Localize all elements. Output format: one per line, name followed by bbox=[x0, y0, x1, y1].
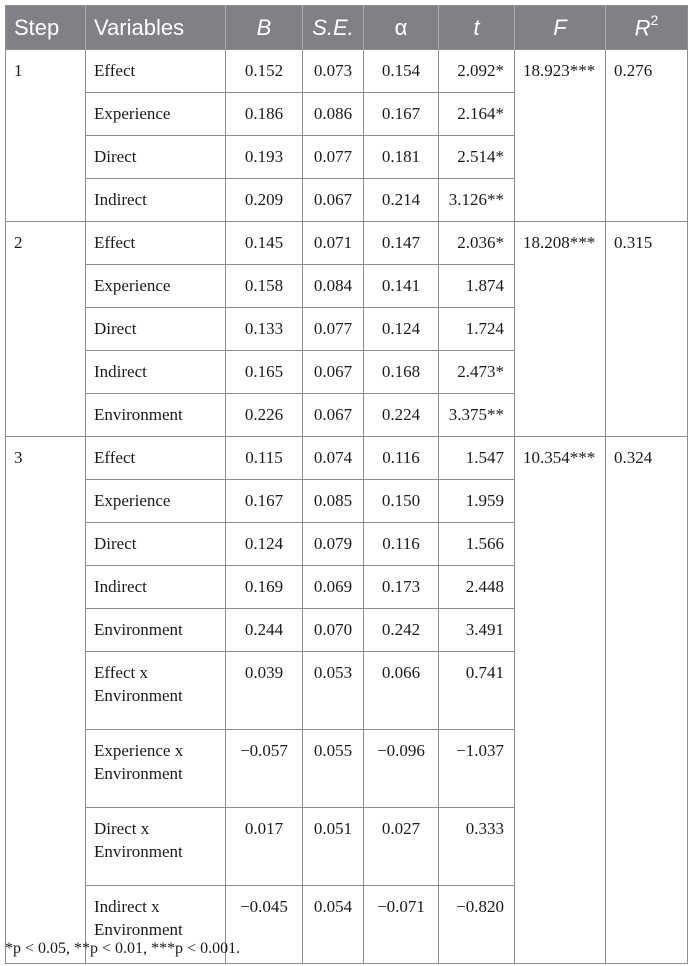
cell-se: 0.054 bbox=[303, 886, 364, 964]
cell-variable: Effect x Environment bbox=[86, 652, 226, 730]
cell-variable: Experience bbox=[86, 93, 226, 136]
cell-alpha: 0.167 bbox=[364, 93, 439, 136]
header-b-label: B bbox=[256, 14, 272, 40]
header-variables: Variables bbox=[86, 6, 226, 50]
cell-alpha: 0.066 bbox=[364, 652, 439, 730]
cell-f: 18.208*** bbox=[515, 222, 606, 437]
cell-alpha: 0.154 bbox=[364, 50, 439, 93]
cell-t: 3.375** bbox=[439, 394, 515, 437]
cell-se: 0.077 bbox=[303, 136, 364, 179]
cell-f: 10.354*** bbox=[515, 437, 606, 964]
cell-b: 0.165 bbox=[226, 351, 303, 394]
cell-t: −1.037 bbox=[439, 730, 515, 808]
cell-b: 0.226 bbox=[226, 394, 303, 437]
cell-b: 0.124 bbox=[226, 523, 303, 566]
cell-variable: Direct bbox=[86, 523, 226, 566]
header-se bbox=[303, 6, 364, 50]
cell-alpha: 0.124 bbox=[364, 308, 439, 351]
cell-b: 0.158 bbox=[226, 265, 303, 308]
cell-variable: Experience x Environment bbox=[86, 730, 226, 808]
regression-table bbox=[5, 5, 688, 964]
cell-r2: 0.324 bbox=[606, 437, 688, 964]
cell-t: 2.473* bbox=[439, 351, 515, 394]
cell-se: 0.079 bbox=[303, 523, 364, 566]
cell-t: 2.448 bbox=[439, 566, 515, 609]
cell-t: 3.491 bbox=[439, 609, 515, 652]
cell-t: 2.092* bbox=[439, 50, 515, 93]
cell-se: 0.067 bbox=[303, 351, 364, 394]
cell-t: 1.547 bbox=[439, 437, 515, 480]
cell-alpha: 0.214 bbox=[364, 179, 439, 222]
cell-step: 3 bbox=[6, 437, 86, 964]
cell-variable: Environment bbox=[86, 609, 226, 652]
cell-se: 0.086 bbox=[303, 93, 364, 136]
cell-variable: Experience bbox=[86, 265, 226, 308]
cell-t: 1.566 bbox=[439, 523, 515, 566]
cell-alpha: −0.096 bbox=[364, 730, 439, 808]
cell-r2: 0.276 bbox=[606, 50, 688, 222]
header-t-label: t bbox=[473, 14, 480, 40]
cell-b: 0.186 bbox=[226, 93, 303, 136]
cell-t: 2.514* bbox=[439, 136, 515, 179]
cell-f: 18.923*** bbox=[515, 50, 606, 222]
table-row bbox=[6, 222, 688, 265]
cell-b: 0.115 bbox=[226, 437, 303, 480]
cell-t: 1.959 bbox=[439, 480, 515, 523]
cell-alpha: 0.224 bbox=[364, 394, 439, 437]
cell-se: 0.073 bbox=[303, 50, 364, 93]
cell-b: 0.169 bbox=[226, 566, 303, 609]
cell-b: 0.017 bbox=[226, 808, 303, 886]
cell-alpha: 0.116 bbox=[364, 523, 439, 566]
cell-b: 0.244 bbox=[226, 609, 303, 652]
cell-se: 0.070 bbox=[303, 609, 364, 652]
cell-se: 0.055 bbox=[303, 730, 364, 808]
cell-alpha: 0.150 bbox=[364, 480, 439, 523]
table-row bbox=[6, 50, 688, 93]
cell-t: 1.874 bbox=[439, 265, 515, 308]
cell-t: 2.036* bbox=[439, 222, 515, 265]
cell-alpha: −0.071 bbox=[364, 886, 439, 964]
cell-se: 0.067 bbox=[303, 394, 364, 437]
table-row bbox=[6, 437, 688, 480]
cell-se: 0.074 bbox=[303, 437, 364, 480]
cell-alpha: 0.242 bbox=[364, 609, 439, 652]
cell-b: 0.209 bbox=[226, 179, 303, 222]
cell-se: 0.067 bbox=[303, 179, 364, 222]
cell-step: 1 bbox=[6, 50, 86, 222]
header-r2 bbox=[606, 6, 688, 50]
cell-step: 2 bbox=[6, 222, 86, 437]
cell-t: −0.820 bbox=[439, 886, 515, 964]
cell-alpha: 0.147 bbox=[364, 222, 439, 265]
cell-variable: Indirect bbox=[86, 566, 226, 609]
cell-b: 0.145 bbox=[226, 222, 303, 265]
cell-b: 0.193 bbox=[226, 136, 303, 179]
cell-alpha: 0.116 bbox=[364, 437, 439, 480]
header-b bbox=[226, 6, 303, 50]
cell-variable: Effect bbox=[86, 222, 226, 265]
footnote-text: *p < 0.05, **p < 0.01, ***p < 0.001. bbox=[5, 940, 241, 957]
header-r2-label: R bbox=[634, 15, 651, 41]
cell-r2: 0.315 bbox=[606, 222, 688, 437]
cell-se: 0.084 bbox=[303, 265, 364, 308]
cell-variable: Direct bbox=[86, 308, 226, 351]
cell-b: −0.057 bbox=[226, 730, 303, 808]
cell-alpha: 0.027 bbox=[364, 808, 439, 886]
header-se-label: S.E. bbox=[312, 14, 354, 40]
cell-b: 0.039 bbox=[226, 652, 303, 730]
table-header bbox=[6, 6, 688, 50]
cell-t: 0.333 bbox=[439, 808, 515, 886]
significance-footnote bbox=[5, 940, 240, 958]
table-body bbox=[6, 50, 688, 964]
cell-se: 0.053 bbox=[303, 652, 364, 730]
cell-se: 0.085 bbox=[303, 480, 364, 523]
cell-b: 0.167 bbox=[226, 480, 303, 523]
cell-variable: Indirect x Environment bbox=[86, 886, 226, 964]
cell-variable: Environment bbox=[86, 394, 226, 437]
cell-b: −0.045 bbox=[226, 886, 303, 964]
cell-variable: Direct x Environment bbox=[86, 808, 226, 886]
cell-variable: Experience bbox=[86, 480, 226, 523]
cell-se: 0.051 bbox=[303, 808, 364, 886]
header-r2-superscript: 2 bbox=[650, 11, 659, 28]
header-t bbox=[439, 6, 515, 50]
cell-variable: Effect bbox=[86, 437, 226, 480]
cell-alpha: 0.168 bbox=[364, 351, 439, 394]
cell-variable: Direct bbox=[86, 136, 226, 179]
cell-t: 0.741 bbox=[439, 652, 515, 730]
cell-variable: Effect bbox=[86, 50, 226, 93]
cell-alpha: 0.181 bbox=[364, 136, 439, 179]
cell-se: 0.069 bbox=[303, 566, 364, 609]
header-f-label: F bbox=[553, 14, 567, 40]
header-alpha: α bbox=[364, 6, 439, 50]
cell-alpha: 0.141 bbox=[364, 265, 439, 308]
cell-alpha: 0.173 bbox=[364, 566, 439, 609]
cell-se: 0.077 bbox=[303, 308, 364, 351]
cell-b: 0.152 bbox=[226, 50, 303, 93]
cell-variable: Indirect bbox=[86, 179, 226, 222]
cell-t: 1.724 bbox=[439, 308, 515, 351]
header-f bbox=[515, 6, 606, 50]
cell-t: 2.164* bbox=[439, 93, 515, 136]
cell-t: 3.126** bbox=[439, 179, 515, 222]
header-step: Step bbox=[6, 6, 86, 50]
cell-variable: Indirect bbox=[86, 351, 226, 394]
cell-se: 0.071 bbox=[303, 222, 364, 265]
cell-b: 0.133 bbox=[226, 308, 303, 351]
